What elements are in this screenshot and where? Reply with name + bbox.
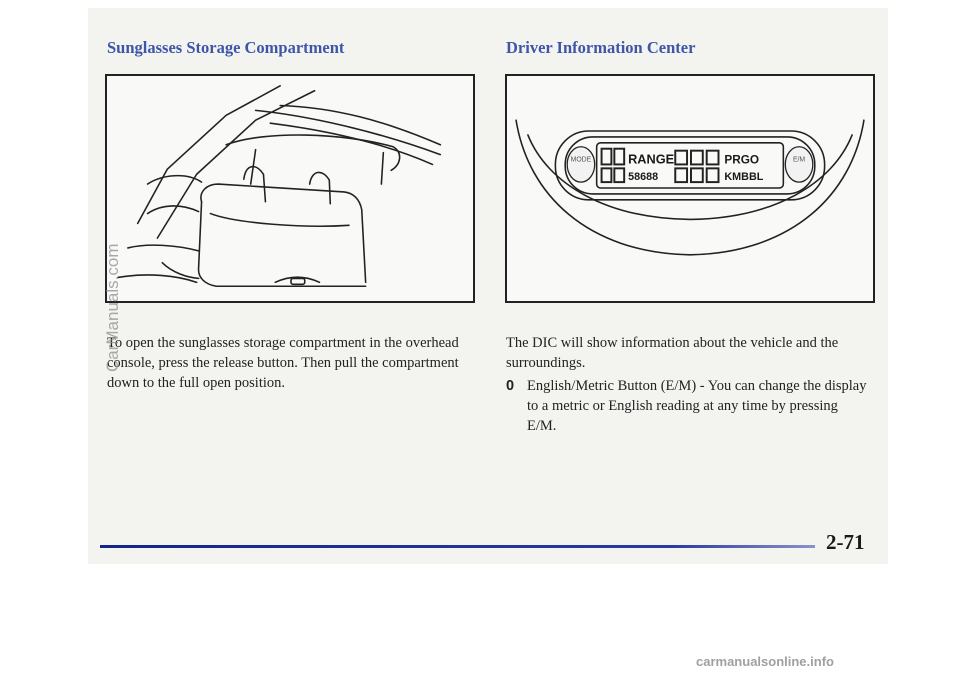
driver-information-center-illustration (505, 74, 875, 303)
dic-display-drawing (507, 76, 873, 301)
em-button-label: E/M (792, 156, 806, 164)
sunglasses-compartment-illustration (105, 74, 475, 303)
vertical-watermark: CarManuals.com (103, 243, 122, 372)
lcd-bottom-right: KMBBL (724, 171, 764, 184)
em-button-description: English/Metric Button (E/M) - You can change the display to a metric or English reading at any time by pressing E/M. (527, 378, 867, 434)
em-button[interactable] (785, 147, 813, 182)
sunglasses-instructions: To open the sunglasses storage compartment in the overhead console, press the release button. Then pull the compartment down to the full open position. (107, 335, 459, 391)
lcd-top-left: RANGE (628, 151, 675, 167)
footer-rule (100, 545, 815, 548)
mode-button[interactable] (567, 147, 595, 182)
driver-information-center-heading: Driver Information Center (506, 38, 696, 57)
lcd-bottom-left: 58688 (628, 171, 659, 184)
bottom-watermark: carmanualsonline.info (696, 654, 834, 669)
bullet-mark: 0 (506, 378, 515, 394)
dic-description: The DIC will show information about the vehicle and the surroundings. (506, 335, 839, 371)
em-button-bullet (506, 376, 868, 436)
mode-button-label: MODE (570, 156, 592, 164)
overhead-console-drawing (107, 76, 473, 301)
page-number: 2-71 (826, 530, 865, 554)
sunglasses-compartment-heading: Sunglasses Storage Compartment (107, 38, 345, 57)
lcd-top-right: PRGO (724, 153, 760, 167)
